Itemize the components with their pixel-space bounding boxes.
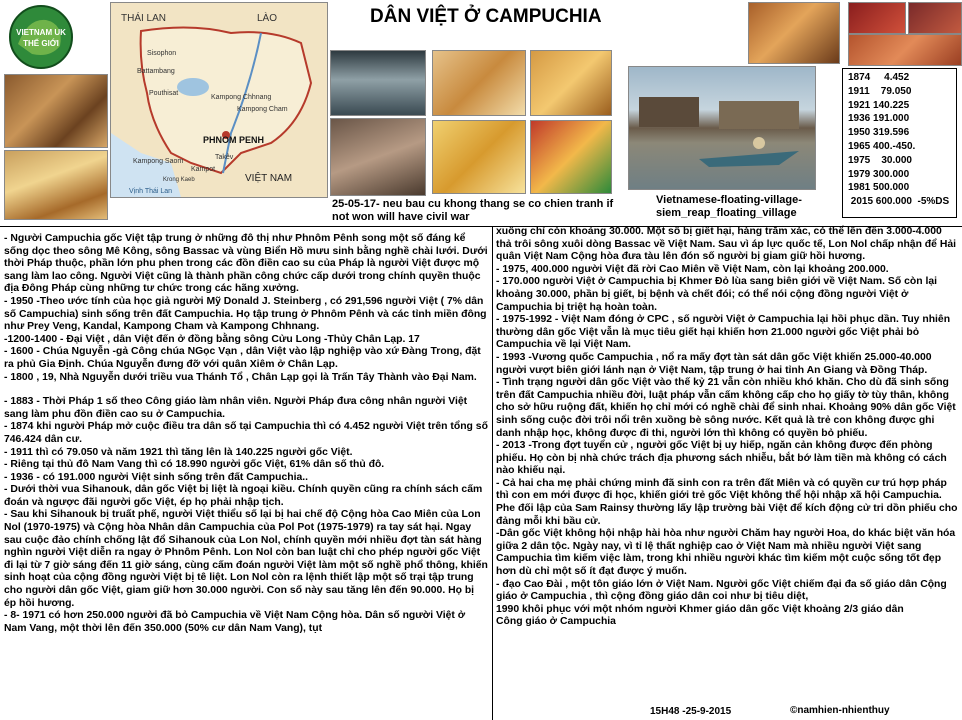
fish-snack-photo [530, 50, 612, 116]
paragraph: -Dân gốc Việt không hội nhập hài hòa như người Chăm hay người Hoa, do khác biệt văn hóa giữa 2 dân tộc. Ngày nay, vì tỉ lệ thất nghiệp cao ở Việt Nam mà nhiều người Việt sang Campuchia tìm kiếm việc làm, trong khi nhiều người khác tìm kiếm một cuộc sống tốt đẹp hơn dù chỉ một số ít đạt được ý muốn. [496, 528, 956, 578]
paragraph: - Người Campuchia gốc Việt tập trung ở những đô thị như Phnôm Pênh song một số đáng kể sống dọc theo sông Mê Kông, sông Bassac và vùng Biển Hồ mưu sinh bằng nghề chài lưới. Dưới thời Pháp thuộc, phần lớn phu phen trong các đồn điền cao su của Pháp là người Việt được mộ sang làm lao công. Người Việt cũng là thành phần công chức cấp dưới trong chính quyền thuộc địa Đông Pháp cùng những tư chức trong các hãng xưởng. [4, 233, 488, 295]
population-row: 1965 400.-450. [848, 140, 916, 152]
sausage-photo-1 [848, 2, 906, 34]
cambodia-map [110, 2, 328, 198]
paragraph: - 1600 - Chúa Nguyễn -gả Công chúa NGọc Vạn , dân Việt vào lập nghiệp vào xứ Đàng Trong, đặt ra phủ Gia Định. Chúa Nguyễn đưng đỡ với quân Xiêm ở Chân Lạp. [4, 346, 481, 370]
floating-village-photo [628, 66, 816, 190]
map-label-kampong-chhnang: Kampong Chhnang [211, 94, 272, 101]
sweet-potato-photo [748, 2, 840, 64]
population-row: 2015 600.000 -5%DS [848, 196, 950, 208]
population-row: 1975 30.000 [848, 154, 912, 166]
paragraph: - 1975, 400.000 người Việt đã rời Cao Miên về Việt Nam, còn lại khoảng 200.000. [496, 263, 889, 275]
population-table [842, 68, 957, 218]
fried-rolls-photo [432, 120, 526, 194]
footer-code: 15H48 -25-9-2015 [650, 706, 732, 717]
paragraph: 1990 khôi phục với một nhóm người Khmer giáo dân gốc Việt khoảng 2/3 giáo dân [496, 603, 904, 615]
map-label-phnom-penh: PHNOM PENH [203, 135, 265, 145]
map-label-laos: LÀO [257, 13, 278, 24]
population-row: 1979 300.000 [848, 168, 910, 180]
paragraph: - 1936 - có 191.000 người Việt sinh sống trên đất Campuchia.. [4, 471, 309, 483]
map-label-kampong-saom: Kampong Saom [133, 158, 184, 165]
map-label-pouthisat: Pouthisat [149, 90, 179, 97]
sausage-photo-2 [908, 2, 962, 34]
map-label-sisophon: Sisophon [147, 50, 177, 57]
left-column [4, 233, 488, 635]
paragraph: -1200-1400 - Đại Việt , dân Việt đến ở đồng bằng sông Cửu Long -Thủy Chân Lạp. 17 [4, 333, 420, 345]
map-label-battambang: Battambang [137, 68, 175, 75]
dried-fish-plate-photo [432, 50, 526, 116]
paragraph: - 170.000 người Việt ở Campuchia bị Khmer Đỏ lùa sang biên giới về Việt Nam. Số còn lại khoảng 30.000, phần bị giết, bị bệnh và chết đói; có thể nói cộng đồng người Việt ở Campuchia bị triệt hạ hoàn toàn. [496, 276, 938, 313]
paragraph: - 1883 - Thời Pháp 1 số theo Công giáo làm nhân viên. Người Pháp đưa công nhân người Việt sang làm phu đồn điền cao su ở Campuchia. [4, 396, 468, 420]
map-label-gulf-of-thailand: Vịnh Thái Lan [129, 188, 173, 195]
paragraph: Công giáo ở Campuchia [496, 616, 616, 628]
shellfish-photo [330, 118, 426, 196]
map-label-thailand: THÁI LAN [121, 13, 167, 24]
logo-badge [4, 4, 78, 70]
paragraph: - 1911 thì có 79.050 và năm 1921 thì tăng lên là 140.225 người gốc Việt. [4, 446, 353, 458]
snack-package-photo [530, 120, 612, 194]
paragraph: xuống chỉ còn khoảng 30.000. Một số bị giết hại, hàng trăm xác, có thể lên đến 3.000-4.000 thả trôi sông xuôi dòng Bassac về Việt Nam. Sau vì áp lực quốc tế, Lon Nol chấp nhận để Hải quân Việt Nam Cộng hòa đưa tàu lên đón số người bị giam giữ hồi hương. [496, 226, 956, 263]
right-column [496, 226, 958, 629]
floating-village-caption: Vietnamese-floating-village-siem_reap_floating_village [656, 194, 802, 219]
dried-fish-photo [4, 74, 108, 148]
logo-line2: THẾ GIỚI [23, 39, 59, 48]
paragraph: - 1800 , 19, Nhà Nguyễn dưới triều vua Thánh Tổ , Chân Lạp gọi là Trấn Tây Thành vào Đại Nam. [4, 371, 477, 383]
map-label-kampot: Kampot [191, 166, 216, 173]
paragraph: - Cả hai cha mẹ phải chứng minh đã sinh con ra trên đất Miên và có quyền cư trú hợp pháp thì con em mới được đi học, khiến giới trẻ gốc Việt không thể hội nhập xã hội Campuchia. Phe đối lập của Sam Rainsy thường lấy lập trường bài Việt để kích động cử tri dồn phiếu cho đảng mỗi khi bầu cử. [496, 477, 958, 527]
paragraph: - Riêng tại thủ đô Nam Vang thì có 18.990 người gốc Việt, 61% dân số thủ đô. [4, 459, 385, 471]
map-label-takev: Takêv [215, 154, 234, 161]
logo-line1: VIETNAM UK [16, 28, 66, 37]
paragraph: - 1874 khi người Pháp mở cuộc điều tra dân số tại Campuchia thì có 4.452 người Việt trên tổng số 746.424 dân cư. [4, 421, 488, 445]
paragraph [4, 384, 488, 396]
paragraph: - Tình trạng người dân gốc Việt vào thế kỷ 21 vẫn còn nhiều khó khăn. Cho dù đã sinh sống trên đất Campuchia nhiều đời, luật pháp vẫn cấm không cấp cho họ giấy tờ tùy thân, không cho sở hữu ruộng đất, khiến họ chỉ mới có nghề chài để sinh nhai. Khoảng 90% dân gốc Việt sinh sống cuộc đời trôi nổi trên xuồng bè sông nước. Kết quả là trẻ con không được ghi danh nhập học, không được đi thi, người lớn thì không có quyền bỏ phiếu. [496, 377, 956, 439]
paragraph: - Dưới thời vua Sihanouk, dân gốc Việt bị liệt là ngoại kiều. Chính quyền cũng ra chính sách cấm đoán và ngược đãi người gốc Việt, ép họ phải nhập tịch. [4, 484, 483, 508]
population-row: 1911 79.050 [848, 85, 912, 97]
fried-fish-photo [4, 150, 108, 220]
population-row: 1874 4.452 [848, 72, 910, 83]
population-row: 1981 500.000 [848, 182, 910, 194]
paragraph: - 1975-1992 - Việt Nam đóng ở CPC , số người Việt ở Campuchia lại hồi phục dần. Tuy nhiên thường dân gốc Việt vẫn là mục tiêu giết hại khiến hơn 21.000 người gốc Việt phải bỏ Campuchia về lại Việt Nam. [496, 314, 951, 351]
population-row: 1921 140.225 [848, 99, 910, 111]
page-title: DÂN VIỆT Ở CAMPUCHIA [370, 6, 602, 27]
paragraph: - 2013 -Trong đợt tuyển cử , người gốc Việt bị uy hiếp, ngăn cản không được đến phòng phiếu. Họ còn bị nhà chức trách địa phương sách nhiễu, bắt bớ làm tiền mà không có cách nào khiếu nại. [496, 440, 947, 477]
paragraph: - đạo Cao Đài , một tôn giáo lớn ở Việt Nam. Người gốc Việt chiếm đại đa số giáo dân Cộng giáo ở Campuchia , thì cộng đồng giáo dân coi như bị tiêu diệt, [496, 578, 947, 603]
paragraph: - 8- 1971 có hơn 250.000 người đã bỏ Campuchia về Việt Nam Cộng hòa. Dân số người Việt ở Nam Vang, một thời lên đến 350.000 (50% cư dân Nam Vang), tụt [4, 610, 466, 634]
paragraph: - Sau khi Sihanouk bị truất phế, người Việt thiểu số lại bị hai chế độ Cộng hòa Cao Miên của Lon Nol (1970-1975) và Cộng hòa Nhân dân Campuchia của Pol Pot (1975-1979) ra tay sát hại. Ngay sau cuộc đảo chính chống lật đổ Sihanouk của Lon Nol, chính quyền mới nhiều đợt tàn sát hàng nghìn người Việt diễn ra ngay ở Phnôm Pênh. Lon Nol còn ban luật chỉ cho phép người gốc Việt đi lại từ 7 giờ sáng đến 11 giờ sáng, cùng cấm đoán người Việt làm một số nghề phổ thông, khiến sinh hoạt của cộng đồng người Việt bị tê liệt. Lon Nol còn ra lệnh thiết lập một số trại tập trung cho người dân gốc Việt, giam giữ hơn 30.000 người. Con số này sau tăng lên đến 90.000. Họ bị ép hồi hương. [4, 509, 488, 609]
civil-war-caption: 25-05-17- neu bau cu khong thang se co chien tranh if not won will have civil war [332, 198, 614, 223]
footer-author: ©namhien-nhienthuy [790, 705, 890, 716]
paragraph: - 1950 -Theo ước tính của học giả người Mỹ Donald J. Steinberg , có 291,596 người Việt ( 7% dân số Campuchia) sinh sống trên đất Campuchia. Họ tập trung ở Phnôm Pênh và các tỉnh miền đông như Prey Veng, Kandal, Kampong Cham và Kampong Chhnang. [4, 295, 487, 333]
population-row: 1936 191.000 [848, 113, 910, 125]
sausage-photo-3 [848, 34, 962, 66]
paragraph: - 1993 -Vương quốc Campuchia , nổ ra mấy đợt tàn sát dân gốc Việt khiến 25.000-40.000 người vượt biên giới lánh nạn ở Việt Nam, tập trung ở hai tỉnh An Giang và Đồng Tháp. [496, 351, 932, 376]
map-label-krong-kaeb: Krong Kaeb [163, 177, 195, 183]
fish-photo [330, 50, 426, 116]
population-row: 1950 319.596 [848, 127, 910, 139]
map-label-vietnam: VIỆT NAM [245, 173, 293, 184]
column-divider [492, 226, 493, 720]
map-label-kampong-cham: Kampong Cham [237, 106, 288, 113]
